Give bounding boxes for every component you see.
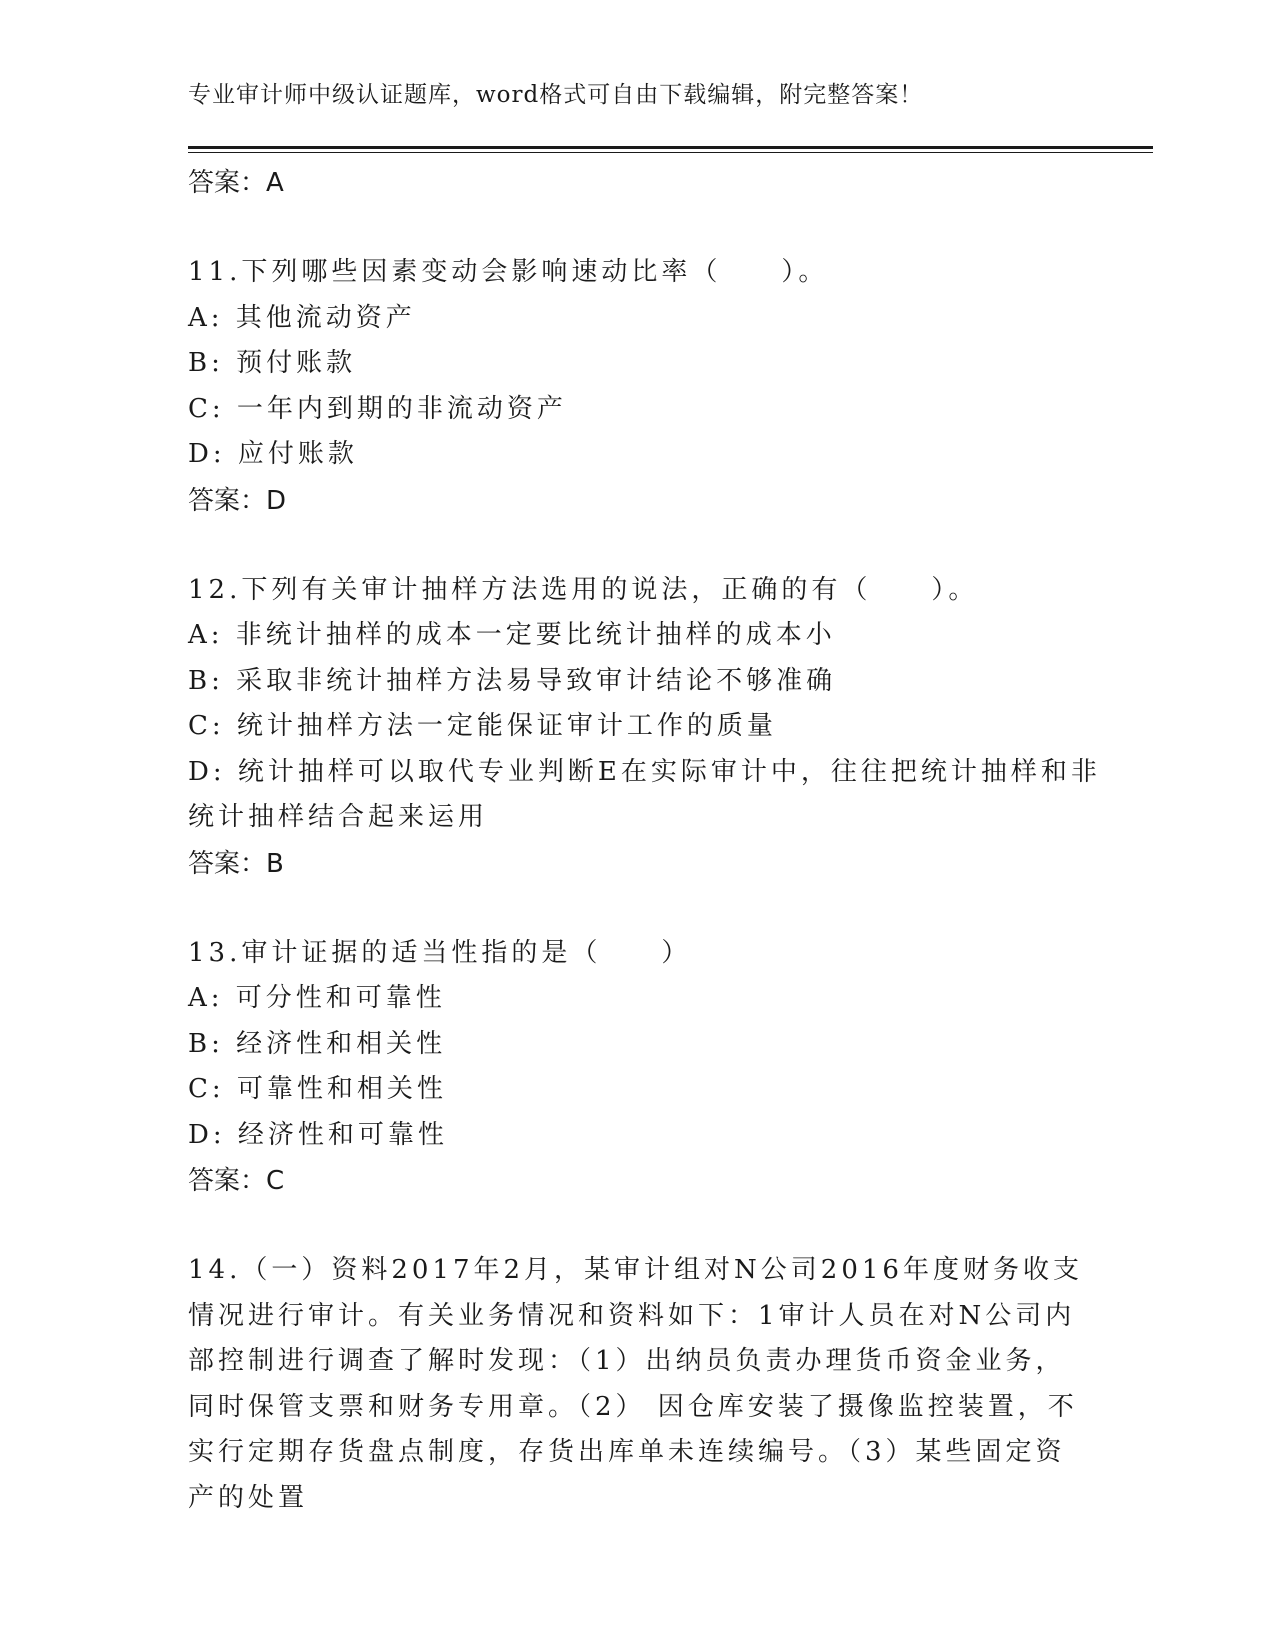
question-13	[188, 931, 1088, 1205]
option-d: D: 经济性和可靠性	[188, 1119, 448, 1150]
spacer	[188, 1204, 1088, 1248]
question-content	[188, 160, 1101, 1521]
spacer	[188, 206, 1088, 250]
question-stem: 11.下列哪些因素变动会影响速动比率（ ）。	[188, 257, 829, 287]
question-answer: 答案：C	[188, 1166, 285, 1196]
header-rule-thin	[188, 152, 1153, 153]
question-11	[188, 250, 1088, 524]
question-answer: 答案：B	[188, 848, 284, 879]
option-c: C: 统计抽样方法一定能保证审计工作的质量	[188, 711, 777, 741]
option-a: A: 其他流动资产	[188, 302, 416, 333]
page-header: 专业审计师中级认证题库，word格式可自由下载编辑，附完整答案！	[188, 82, 924, 108]
option-b: B: 采取非统计抽样方法易导致审计结论不够准确	[188, 665, 837, 696]
option-d-continued: 统计抽样结合起来运用	[188, 802, 489, 832]
option-c: C: 一年内到期的非流动资产	[188, 393, 567, 424]
option-b: B: 预付账款	[188, 348, 357, 378]
option-d: D: 统计抽样可以取代专业判断E在实际审计中，往往把统计抽样和非	[188, 756, 1101, 787]
spacer	[188, 887, 1088, 931]
question-answer: 答案：D	[188, 485, 287, 516]
question-stem: 13.审计证据的适当性指的是（ ）	[188, 937, 692, 968]
option-a: A: 非统计抽样的成本一定要比统计抽样的成本小	[188, 620, 836, 650]
option-c: C: 可靠性和相关性	[188, 1074, 447, 1104]
question-12	[188, 568, 1101, 887]
option-d: D: 应付账款	[188, 439, 358, 469]
option-a: A: 可分性和可靠性	[188, 983, 446, 1013]
question-14-text: 14.（一）资料2017年2月，某审计组对N公司2016年度财务收支情况进行审计。有关业务情况和资料如下：1审计人员在对N公司内部控制进行调查了解时发现：（1）出纳员负责办理货币资金业务，同时保管支票和财务专用章。（2） 因仓库安装了摄像监控装置，不实行定期存货盘点制度，存货出库单未连续编号。（3）某些固定资产的处置	[188, 1255, 1083, 1513]
question-stem: 12.下列有关审计抽样方法选用的说法，正确的有（ ）。	[188, 574, 979, 605]
previous-answer: 答案：A	[188, 168, 284, 198]
header-rule-thick	[188, 146, 1153, 149]
spacer	[188, 524, 1088, 568]
option-b: B: 经济性和相关性	[188, 1028, 447, 1059]
